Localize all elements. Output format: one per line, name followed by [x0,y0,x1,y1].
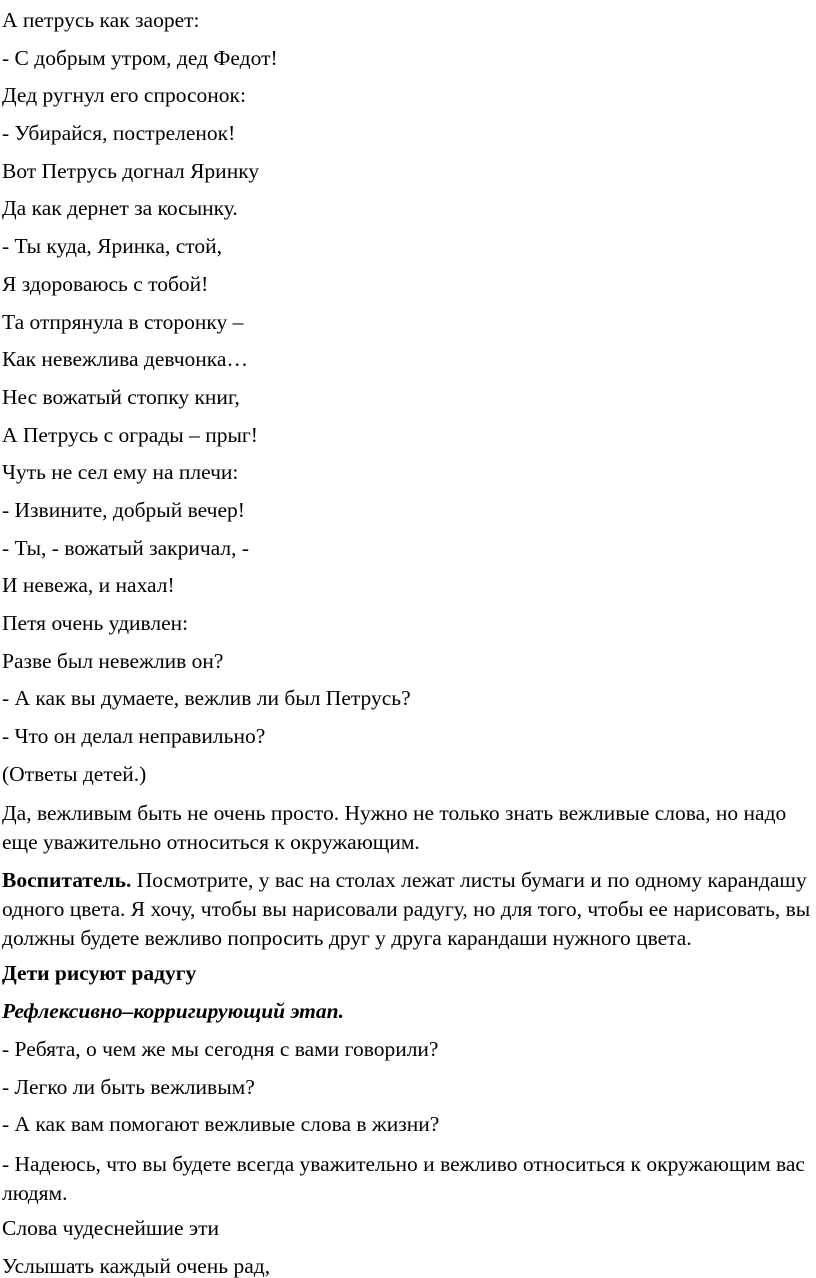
poem-line: Нес вожатый стопку книг, [2,384,240,409]
paragraph-educator [2,866,814,953]
question-line: - Ребята, о чем же мы сегодня с вами говорили? [2,1036,439,1061]
poem-line: - Извините, добрый вечер! [2,497,245,522]
poem-line: Та отпрянула в сторонку – [2,309,244,334]
poem-line: Петя очень удивлен: [2,611,189,635]
poem-line: - Ты, - вожатый закричал, - [2,535,250,560]
poem-line: Как невежлива девчонка… [2,347,248,372]
poem-line: Чуть не сел ему на плечи: [2,460,239,485]
heading-children-draw: Дети рисуют радугу [2,961,197,986]
poem-line: Я здороваюсь с тобой! [2,271,209,296]
paragraph-hope: - Надеюсь, что вы будете всегда уважительно и вежливо относиться к окружающим вас людям. [2,1151,805,1205]
question-line: - А как вы думаете, вежлив ли был Петрусь? [2,686,411,711]
question-line: - А как вам помогают вежливые слова в жизни? [2,1112,440,1137]
poem-line: Да как дернет за косынку. [2,196,238,221]
poem-line: - Ты куда, Яринка, стой, [2,234,222,259]
question-line: - Что он делал неправильно? [2,724,266,749]
educator-label: Воспитатель. [2,867,132,892]
poem-line: Дед ругнул его спросонок: [2,83,246,108]
closing-line: Слова чудеснейшие эти [2,1216,220,1241]
question-line: - Легко ли быть вежливым? [2,1074,255,1099]
poem-line: А петрусь как заорет: [2,8,200,32]
paragraph-polite: Да, вежливым быть не очень просто. Нужно не только знать вежливые слова, но надо еще уважительно относиться к окружающим. [2,801,787,855]
note-line: (Ответы детей.) [2,761,147,786]
poem-line: Вот Петрусь догнал Яринку [2,158,260,183]
closing-line: Услышать каждый очень рад, [2,1254,271,1278]
educator-text: Посмотрите, у вас на столах лежат листы бумаги и по одному карандашу одного цвета. Я хочу, чтобы вы нарисовали радугу, но для того, чтобы ее нарисовать, вы должны будете вежливо попросить друг у друга карандаши нужного цвета. [2,867,811,950]
poem-line: Разве был невежлив он? [2,648,224,673]
poem-line: А Петрусь с ограды – прыг! [2,422,258,447]
poem-line: И невежа, и нахал! [2,573,175,598]
poem-line: - С добрым утром, дед Федот! [2,45,278,70]
poem-line: - Убирайся, постреленок! [2,121,236,146]
heading-stage: Рефлексивно–корригирующий этап. [2,999,344,1024]
